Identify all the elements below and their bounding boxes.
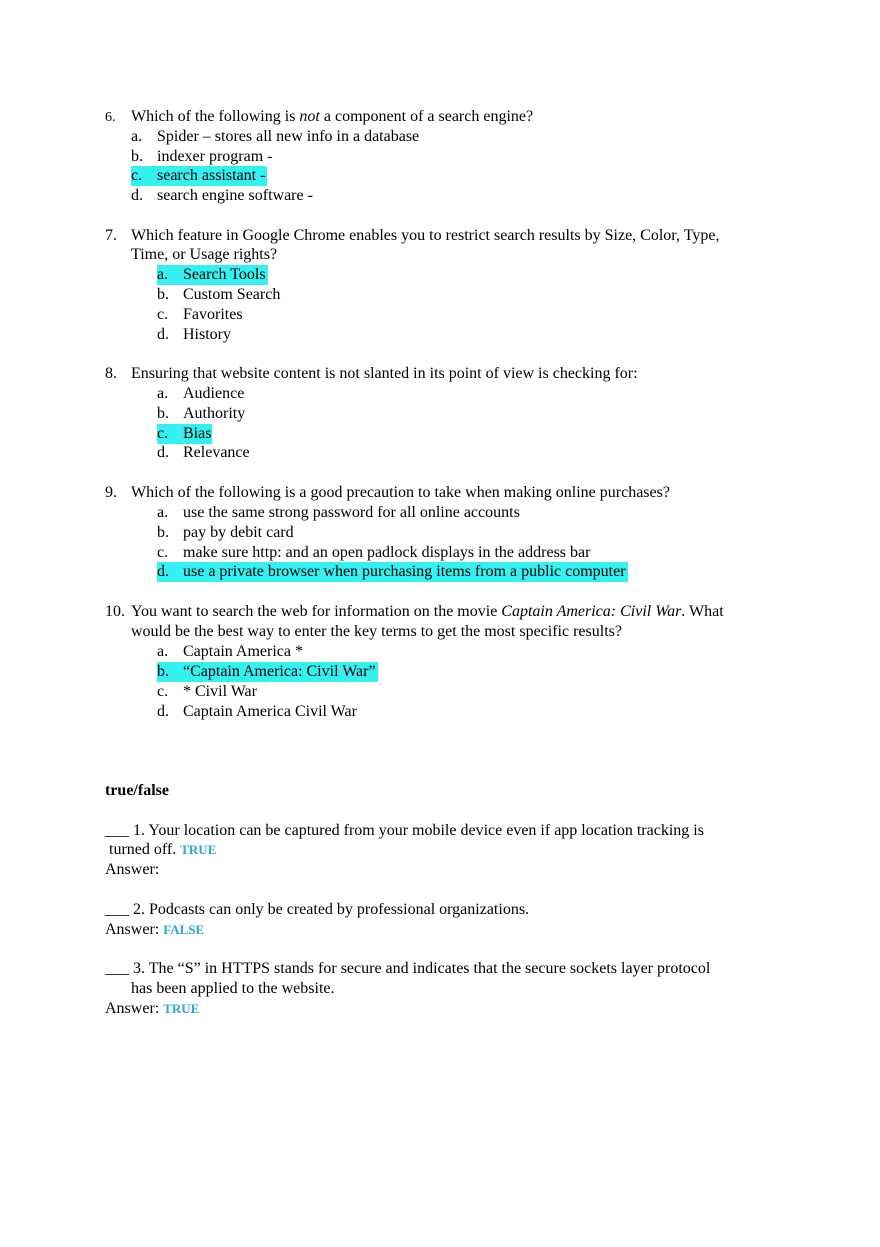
- option-text: Custom Search: [183, 286, 281, 303]
- option-letter: c.: [157, 544, 169, 561]
- option-text: make sure http: and an open padlock displays in the address bar: [183, 544, 591, 561]
- tf-item-1-line2: turned off.: [109, 841, 177, 858]
- option-6d: [131, 186, 313, 206]
- option-9c: [157, 543, 590, 563]
- answer-label: Answer:: [105, 861, 160, 878]
- option-letter: a.: [131, 128, 143, 145]
- option-letter: b.: [157, 286, 169, 303]
- section-heading: true/false: [105, 782, 169, 799]
- option-text: Relevance: [183, 444, 250, 461]
- option-letter: b.: [157, 405, 169, 422]
- option-text: * Civil War: [183, 683, 257, 700]
- option-letter: b.: [157, 524, 169, 541]
- option-text: History: [183, 326, 231, 343]
- question-number: 10.: [105, 603, 125, 620]
- option-10c: [157, 682, 257, 702]
- option-letter: a.: [157, 266, 169, 283]
- option-letter: c.: [157, 425, 169, 442]
- option-10a: [157, 642, 303, 662]
- tf-item-3-answer-row: [105, 999, 199, 1019]
- answer-value: FALSE: [163, 922, 205, 937]
- option-9a: [157, 503, 520, 523]
- question-number: 9.: [105, 484, 117, 501]
- option-letter: b.: [131, 148, 143, 165]
- option-8b: [157, 404, 245, 424]
- option-letter: d.: [157, 444, 169, 461]
- option-10b-highlighted: [157, 662, 378, 682]
- option-7a-highlighted: [157, 265, 268, 285]
- tf-item-3-text-cont: has been applied to the website.: [131, 980, 335, 997]
- question-10-stem: [105, 602, 724, 622]
- question-8-stem: [105, 364, 638, 384]
- option-text: Search Tools: [183, 266, 266, 283]
- option-text: Captain America Civil War: [183, 703, 357, 720]
- question-text: Which of the following is: [131, 108, 300, 125]
- option-letter: d.: [157, 563, 169, 580]
- option-text: Captain America *: [183, 643, 303, 660]
- option-letter: a.: [157, 385, 169, 402]
- option-text: pay by debit card: [183, 524, 294, 541]
- question-emphasis: Captain America: Civil War: [501, 603, 682, 620]
- option-letter: b.: [157, 663, 169, 680]
- option-8c-highlighted: [157, 424, 212, 444]
- option-text: “Captain America: Civil War”: [183, 663, 376, 680]
- option-text: Authority: [183, 405, 246, 422]
- question-number: 8.: [105, 365, 117, 382]
- option-text: search engine software -: [157, 187, 313, 204]
- tf-item-1-inline-answer: TRUE: [180, 842, 217, 857]
- question-9-stem: [105, 483, 670, 503]
- option-7d: [157, 325, 231, 345]
- question-7-stem-cont: Time, or Usage rights?: [131, 246, 278, 263]
- option-text: use the same strong password for all online accounts: [183, 504, 520, 521]
- option-7c: [157, 305, 243, 325]
- question-text-end: a component of a search engine?: [319, 108, 534, 125]
- question-7-stem: [105, 226, 719, 246]
- option-letter: d.: [131, 187, 143, 204]
- question-text: Which of the following is a good precaution to take when making online purchases?: [131, 484, 670, 501]
- tf-item-3-text: ___ 3. The “S” in HTTPS stands for secure and indicates that the secure sockets layer protocol: [105, 960, 711, 977]
- question-text-end: . What: [681, 603, 724, 620]
- option-text: Spider – stores all new info in a database: [157, 128, 420, 145]
- option-letter: a.: [157, 643, 169, 660]
- question-6-stem: [105, 107, 533, 128]
- option-letter: d.: [157, 326, 169, 343]
- option-8d: [157, 443, 250, 463]
- question-number: 7.: [105, 227, 117, 244]
- tf-item-2-text: ___ 2. Podcasts can only be created by professional organizations.: [105, 901, 530, 918]
- answer-label: Answer:: [105, 1000, 160, 1017]
- option-6a: [131, 127, 419, 147]
- option-text: search assistant -: [157, 167, 266, 184]
- question-text: Ensuring that website content is not slanted in its point of view is checking for:: [131, 365, 638, 382]
- option-9b: [157, 523, 294, 543]
- option-letter: a.: [157, 504, 169, 521]
- option-letter: c.: [131, 167, 143, 184]
- question-text: You want to search the web for information on the movie: [131, 603, 502, 620]
- question-10-stem-cont: would be the best way to enter the key terms to get the most specific results?: [131, 623, 622, 640]
- option-text: Favorites: [183, 306, 243, 323]
- option-letter: c.: [157, 306, 169, 323]
- option-text: Bias: [183, 425, 212, 442]
- option-10d: [157, 702, 357, 722]
- tf-item-1-answer-row: [105, 860, 159, 880]
- tf-item-1-text-cont: [109, 840, 216, 860]
- question-text: Which feature in Google Chrome enables you to restrict search results by Size, Color, Type,: [131, 227, 720, 244]
- option-7b: [157, 285, 280, 305]
- tf-item-2-answer-row: [105, 920, 204, 940]
- option-8a: [157, 384, 244, 404]
- option-text: Audience: [183, 385, 245, 402]
- tf-item-1-text: ___ 1. Your location can be captured from your mobile device even if app location tracking is: [105, 822, 704, 839]
- question-number: 6.: [105, 110, 116, 125]
- option-letter: d.: [157, 703, 169, 720]
- option-6b: [131, 147, 273, 167]
- option-letter: c.: [157, 683, 169, 700]
- answer-value: TRUE: [163, 1001, 200, 1016]
- option-text: use a private browser when purchasing items from a public computer: [183, 563, 626, 580]
- option-9d-highlighted: [157, 562, 628, 582]
- answer-label: Answer:: [105, 921, 160, 938]
- option-6c-highlighted: [131, 166, 267, 186]
- option-text: indexer program -: [157, 148, 273, 165]
- question-emphasis: not: [299, 108, 320, 125]
